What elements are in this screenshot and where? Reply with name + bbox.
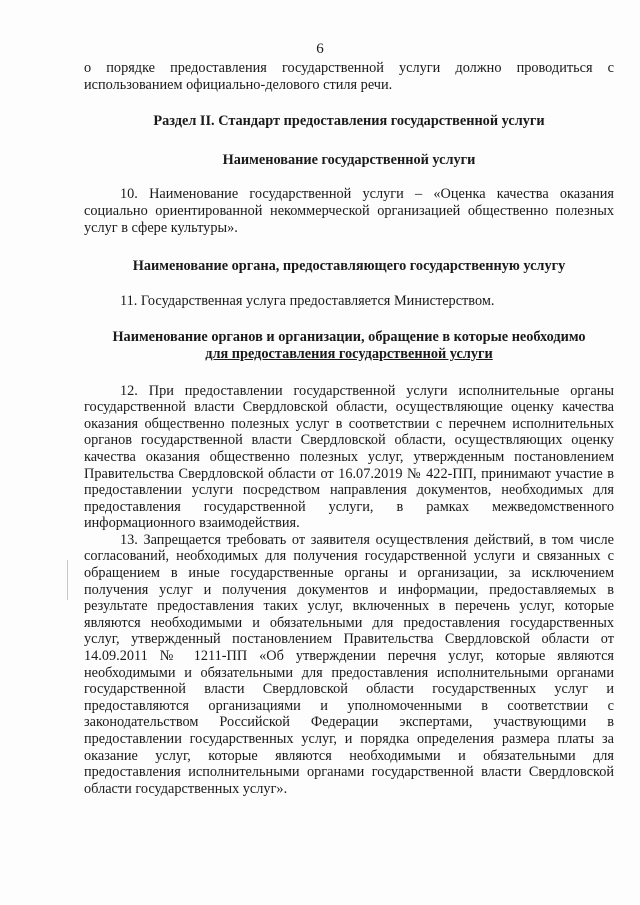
heading-organizations-line1: Наименование органов и организации, обращение в которые необходимо	[112, 329, 586, 346]
paragraph-13: 13. Запрещается требовать от заявителя осуществления действий, в том числе согласований, необходимых для получения государственной услуги и связанных с обращением в иные государственные органы и организации, за исключением получения услуг и получения документов и информации, предоставляемых в результате предоставления таких услуг, включенных в перечень услуг, которые являются необходимыми и обязательными для предоставления государственных услуг, утвержденный постановлением Правительства Свердловской области от 14.09.2011 № 1211-ПП «Об утверждении перечня услуг, которые являются необходимыми и обязательными для предоставления исполнительными органами государственной власти Свердловской области государственных услуг и предоставляются организациями и уполномоченными в соответствии с законодательством Российской Федерации экспертами, участвующими в предоставлении государственных услуг, и порядка определения размера платы за оказание услуг, которые являются необходимыми и обязательными для предоставления исполнительными органами государственной власти Свердловской области государственных услуг».	[84, 531, 614, 797]
heading-service-name: Наименование государственной услуги	[222, 151, 476, 168]
scan-artifact-line	[67, 560, 68, 600]
paragraph-12: 12. При предоставлении государственной услуги исполнительные органы государственной власти Свердловской области, осуществляющие оценку качества оказания общественно полезных услуг в соответствии с перечнем исполнительных органов государственной власти Свердловской области, осуществляющих оценку качества оказания общественно полезных услуг, утвержденным постановлением Правительства Свердловской области от 16.07.2019 № 422-ПП, принимают участие в предоставлении услуги посредством направления документов, необходимых для предоставления государственной услуги, в рамках межведомственного информационного взаимодействия.	[84, 382, 614, 532]
paragraph-11: 11. Государственная услуга предоставляется Министерством.	[120, 292, 495, 309]
heading-organ-name: Наименование органа, предоставляющего государственную услугу	[132, 258, 566, 275]
heading-organizations-line2	[84, 346, 614, 363]
section-title: Раздел II. Стандарт предоставления государственной услуги	[153, 113, 545, 130]
intro-paragraph: о порядке предоставления государственной услуги должно проводиться с использованием официально-делового стиля речи.	[84, 60, 614, 93]
heading-organizations-line2-text: для предоставления государственной услуги	[205, 345, 493, 362]
paragraph-10: 10. Наименование государственной услуги – «Оценка качества оказания социально ориентированной некоммерческой организацией общественно полезных услуг в сфере культуры».	[84, 186, 614, 236]
document-body	[84, 60, 614, 797]
page-number: 6	[316, 41, 324, 57]
